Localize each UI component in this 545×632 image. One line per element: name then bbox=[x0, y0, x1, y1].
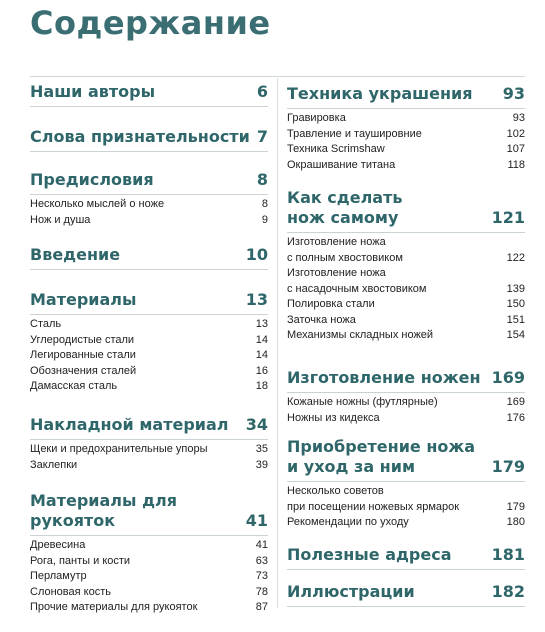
section-items bbox=[287, 484, 525, 531]
section-page-number: 10 bbox=[245, 245, 268, 264]
toc-section bbox=[287, 437, 525, 531]
entry-title: Изготовление ножа с насадочным хвостовиком bbox=[287, 267, 427, 295]
entry-page-number: 73 bbox=[255, 570, 268, 582]
entry-page-number: 8 bbox=[261, 198, 268, 210]
section-page-number: 181 bbox=[491, 545, 525, 564]
entry-page-number: 122 bbox=[506, 251, 525, 264]
toc-section bbox=[287, 84, 525, 173]
entry-title: Обозначения сталей bbox=[30, 364, 137, 377]
page-title: Содержание bbox=[30, 4, 271, 42]
entry-page-number: 118 bbox=[507, 158, 525, 171]
section-title: Как сделать нож самому bbox=[287, 188, 403, 227]
section-title: Слова признательности bbox=[30, 127, 250, 146]
section-page-number: 41 bbox=[245, 511, 268, 530]
entry-title: Изготовление ножа с полным хвостовиком bbox=[287, 236, 403, 264]
section-page-number: 169 bbox=[491, 368, 525, 387]
toc-section bbox=[30, 290, 268, 395]
section-items bbox=[30, 442, 268, 473]
toc-entry[interactable] bbox=[287, 111, 525, 127]
toc-entry[interactable] bbox=[287, 484, 525, 515]
toc-entry[interactable] bbox=[287, 395, 525, 411]
toc-entry[interactable] bbox=[287, 313, 525, 329]
toc-entry[interactable] bbox=[30, 569, 268, 585]
section-page-number: 93 bbox=[502, 84, 525, 103]
title-divider bbox=[30, 76, 525, 77]
section-items bbox=[287, 235, 525, 344]
section-title: Введение bbox=[30, 245, 121, 264]
toc-entry[interactable] bbox=[30, 538, 268, 554]
section-page-number: 13 bbox=[245, 290, 268, 309]
toc-entry[interactable] bbox=[30, 197, 268, 213]
entry-page-number: 139 bbox=[506, 282, 525, 295]
toc-entry[interactable] bbox=[287, 127, 525, 143]
toc-entry[interactable] bbox=[30, 364, 268, 380]
entry-title: Несколько мыслей о ноже bbox=[30, 198, 165, 210]
toc-section bbox=[287, 368, 525, 426]
entry-title: Кожаные ножны (футлярные) bbox=[287, 396, 438, 408]
entry-page-number: 35 bbox=[255, 443, 268, 455]
section-title: Накладной материал bbox=[30, 415, 229, 434]
entry-title: Прочие материалы для рукояток bbox=[30, 601, 198, 613]
section-heading[interactable] bbox=[287, 84, 525, 109]
entry-page-number: 39 bbox=[255, 458, 268, 471]
section-heading[interactable] bbox=[287, 582, 525, 607]
entry-title: Заклепки bbox=[30, 458, 78, 471]
section-title: Иллюстрации bbox=[287, 582, 415, 601]
toc-section bbox=[287, 188, 525, 344]
entry-page-number: 41 bbox=[255, 539, 268, 551]
section-heading[interactable] bbox=[30, 170, 268, 195]
entry-page-number: 154 bbox=[506, 329, 525, 341]
entry-title: Дамасская сталь bbox=[30, 380, 118, 392]
toc-entry[interactable] bbox=[287, 515, 525, 531]
entry-title: Сталь bbox=[30, 318, 62, 330]
section-page-number: 7 bbox=[256, 127, 268, 146]
toc-section bbox=[30, 491, 268, 616]
entry-page-number: 78 bbox=[255, 585, 268, 598]
section-title: Наши авторы bbox=[30, 82, 156, 101]
section-heading[interactable] bbox=[287, 437, 525, 482]
entry-title: Техника Scrimshaw bbox=[287, 143, 385, 155]
toc-entry[interactable] bbox=[30, 333, 268, 349]
entry-title: Окрашивание титана bbox=[287, 158, 396, 171]
toc-entry[interactable] bbox=[30, 554, 268, 570]
section-title: Изготовление ножен bbox=[287, 368, 481, 387]
section-items bbox=[30, 538, 268, 616]
toc-section bbox=[30, 82, 268, 107]
toc-section bbox=[30, 415, 268, 473]
section-page-number: 121 bbox=[491, 208, 525, 227]
entry-page-number: 179 bbox=[506, 500, 525, 513]
toc-entry[interactable] bbox=[30, 458, 268, 474]
entry-page-number: 14 bbox=[255, 349, 268, 361]
section-heading[interactable] bbox=[30, 82, 268, 107]
entry-page-number: 18 bbox=[255, 380, 268, 392]
entry-title: Гравировка bbox=[287, 112, 346, 124]
toc-section bbox=[30, 170, 268, 228]
toc-entry[interactable] bbox=[30, 348, 268, 364]
entry-title: Углеродистые стали bbox=[30, 333, 135, 346]
section-items bbox=[287, 395, 525, 426]
toc-entry[interactable] bbox=[30, 317, 268, 333]
entry-page-number: 16 bbox=[255, 364, 268, 377]
toc-entry[interactable] bbox=[287, 235, 525, 266]
section-heading[interactable] bbox=[287, 545, 525, 570]
section-title: Предисловия bbox=[30, 170, 154, 189]
toc-entry[interactable] bbox=[30, 379, 268, 395]
toc-entry[interactable] bbox=[30, 600, 268, 616]
toc-entry[interactable] bbox=[30, 442, 268, 458]
entry-title: Несколько советов при посещении ножевых ярмарок bbox=[287, 485, 460, 513]
section-heading[interactable] bbox=[30, 127, 268, 152]
entry-page-number: 169 bbox=[506, 396, 525, 408]
toc-entry[interactable] bbox=[287, 328, 525, 344]
section-page-number: 8 bbox=[256, 170, 268, 189]
section-page-number: 182 bbox=[491, 582, 525, 601]
entry-page-number: 176 bbox=[506, 411, 525, 424]
entry-page-number: 151 bbox=[506, 313, 525, 326]
section-page-number: 179 bbox=[491, 457, 525, 476]
section-page-number: 34 bbox=[245, 415, 268, 434]
toc-entry[interactable] bbox=[287, 266, 525, 297]
entry-page-number: 13 bbox=[255, 318, 268, 330]
toc-entry[interactable] bbox=[30, 585, 268, 601]
section-page-number: 6 bbox=[256, 82, 268, 101]
toc-section bbox=[287, 545, 525, 570]
section-title: Материалы bbox=[30, 290, 137, 309]
entry-title: Травление и таушировние bbox=[287, 127, 422, 140]
section-title: Материалы для рукояток bbox=[30, 491, 177, 530]
entry-title: Щеки и предохранительные упоры bbox=[30, 443, 208, 455]
toc-entry[interactable] bbox=[30, 213, 268, 229]
section-heading[interactable] bbox=[30, 290, 268, 315]
entry-title: Механизмы складных ножей bbox=[287, 329, 434, 341]
toc-entry[interactable] bbox=[287, 158, 525, 174]
section-heading[interactable] bbox=[30, 415, 268, 440]
section-items bbox=[30, 197, 268, 228]
section-heading[interactable] bbox=[287, 188, 525, 233]
entry-title: Слоновая кость bbox=[30, 585, 111, 598]
section-title: Техника украшения bbox=[287, 84, 473, 103]
toc-section bbox=[30, 245, 268, 270]
entry-page-number: 63 bbox=[255, 554, 268, 567]
entry-title: Нож и душа bbox=[30, 213, 91, 226]
entry-title: Древесина bbox=[30, 539, 86, 551]
entry-title: Перламутр bbox=[30, 570, 87, 582]
entry-page-number: 93 bbox=[512, 112, 525, 124]
section-title: Приобретение ножа и уход за ним bbox=[287, 437, 476, 476]
entry-page-number: 9 bbox=[261, 213, 268, 226]
entry-page-number: 150 bbox=[506, 298, 525, 310]
section-heading[interactable] bbox=[287, 368, 525, 393]
toc-entry[interactable] bbox=[287, 297, 525, 313]
entry-title: Ножны из кидекса bbox=[287, 411, 380, 424]
toc-section bbox=[30, 127, 268, 152]
entry-page-number: 14 bbox=[255, 333, 268, 346]
section-items bbox=[287, 111, 525, 173]
entry-page-number: 107 bbox=[506, 143, 525, 155]
section-items bbox=[30, 317, 268, 395]
section-heading[interactable] bbox=[30, 245, 268, 270]
entry-title: Легированные стали bbox=[30, 349, 136, 361]
entry-title: Рога, панты и кости bbox=[30, 554, 131, 567]
entry-page-number: 87 bbox=[255, 601, 268, 613]
entry-page-number: 102 bbox=[506, 127, 525, 140]
toc-entry[interactable] bbox=[287, 411, 525, 427]
entry-title: Рекомендации по уходу bbox=[287, 516, 409, 528]
toc-section bbox=[287, 582, 525, 607]
entry-title: Полировка стали bbox=[287, 298, 375, 310]
section-title: Полезные адреса bbox=[287, 545, 452, 564]
entry-title: Заточка ножа bbox=[287, 313, 356, 326]
column-divider bbox=[277, 78, 278, 608]
entry-page-number: 180 bbox=[506, 516, 525, 528]
section-heading[interactable] bbox=[30, 491, 268, 536]
toc-entry[interactable] bbox=[287, 142, 525, 158]
